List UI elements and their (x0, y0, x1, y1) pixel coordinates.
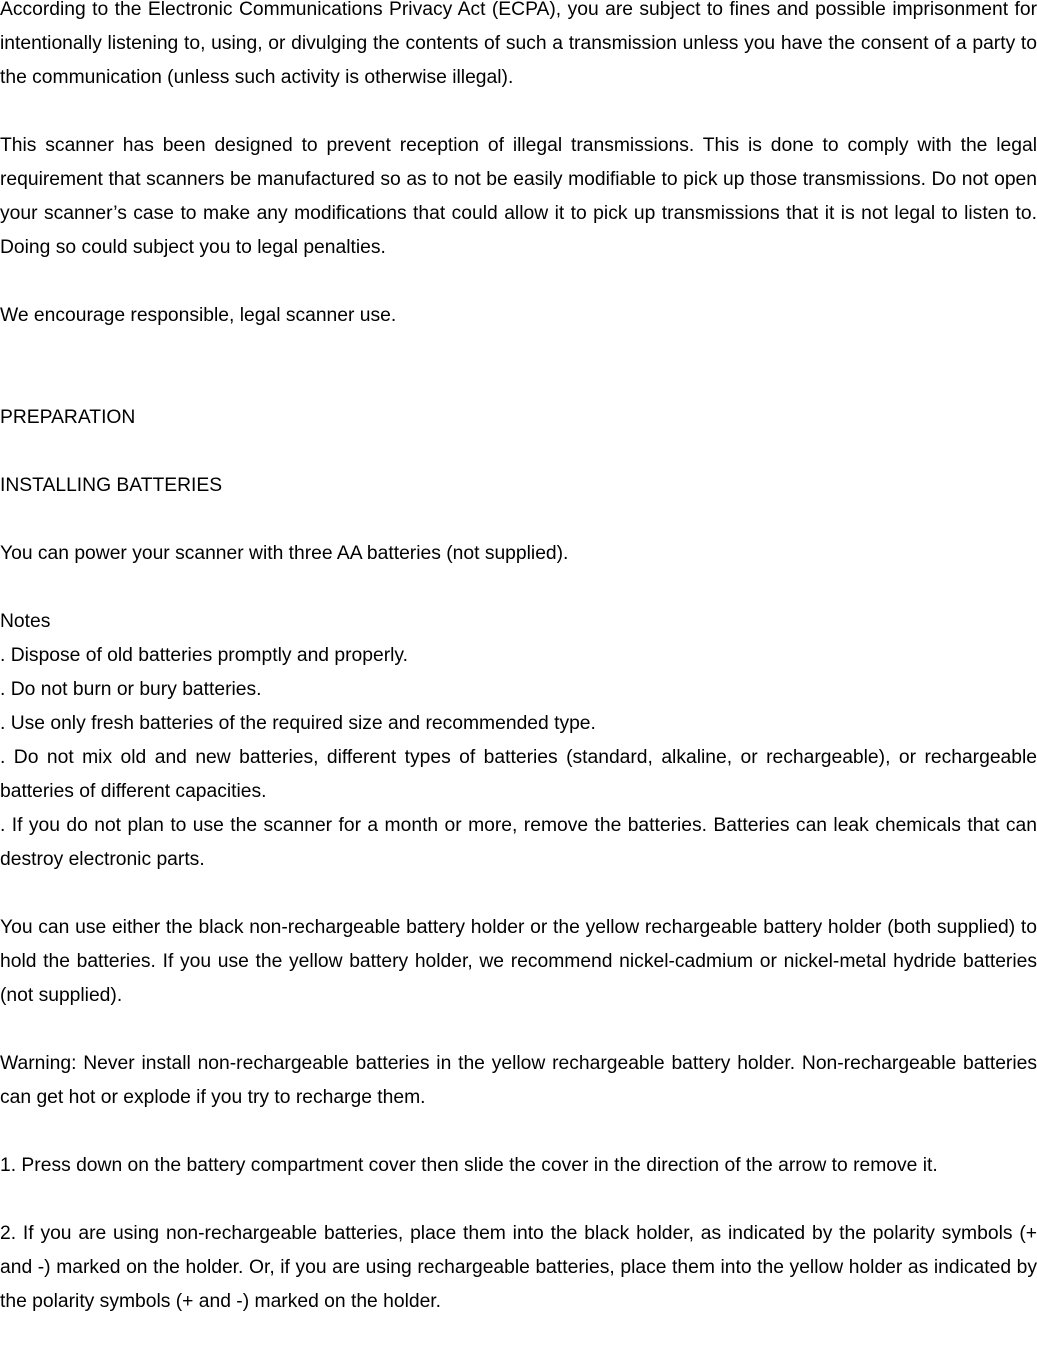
spacer (0, 333, 1037, 401)
spacer (0, 95, 1037, 129)
spacer (0, 1013, 1037, 1047)
note-item: . Dispose of old batteries promptly and properly. (0, 645, 408, 666)
spacer (0, 435, 1037, 469)
spacer (0, 503, 1037, 537)
note-item: . Do not mix old and new batteries, different types of batteries (standard, alkaline, or rechargeable), or rechargeable batteries of different capacities. (0, 747, 1037, 802)
spacer (0, 1115, 1037, 1149)
spacer (0, 1183, 1037, 1217)
notes-heading: Notes (0, 611, 51, 632)
step-2: 2. If you are using non-rechargeable batteries, place them into the black holder, as indicated by the polarity symbols (+ and -) marked on the holder. Or, if you are using rechargeable batteries, place them into the yellow holder as indicated by the polarity symbols (+ and -) marked on the holder. (0, 1223, 1037, 1312)
scanner-design-paragraph: This scanner has been designed to prevent reception of illegal transmissions. This is done to comply with the legal requirement that scanners be manufactured so as to not be easily modifiable to pick up those transmissions. Do not open your scanner’s case to make any modifications that could allow it to pick up transmissions that it is not legal to listen to. Doing so could subject you to legal penalties. (0, 135, 1037, 258)
note-item: . Do not burn or bury batteries. (0, 679, 262, 700)
note-item: . Use only fresh batteries of the required size and recommended type. (0, 713, 596, 734)
spacer (0, 877, 1037, 911)
step-1: 1. Press down on the battery compartment cover then slide the cover in the direction of the arrow to remove it. (0, 1155, 938, 1176)
power-line: You can power your scanner with three AA batteries (not supplied). (0, 543, 569, 564)
note-item: . If you do not plan to use the scanner for a month or more, remove the batteries. Batteries can leak chemicals that can destroy electronic parts. (0, 815, 1037, 870)
encourage-line: We encourage responsible, legal scanner use. (0, 305, 397, 326)
section-heading: PREPARATION (0, 407, 136, 428)
spacer (0, 571, 1037, 605)
ecpa-paragraph: According to the Electronic Communications Privacy Act (ECPA), you are subject to fines and possible imprisonment for intentionally listening to, using, or divulging the contents of such a transmission unless you have the consent of a party to the communication (unless such activity is otherwise illegal). (0, 0, 1037, 88)
spacer (0, 265, 1037, 299)
warning-paragraph: Warning: Never install non-rechargeable batteries in the yellow rechargeable battery holder. Non-rechargeable batteries can get hot or explode if you try to recharge them. (0, 1053, 1037, 1108)
subsection-heading: INSTALLING BATTERIES (0, 475, 223, 496)
holder-paragraph: You can use either the black non-rechargeable battery holder or the yellow rechargeable battery holder (both supplied) to hold the batteries. If you use the yellow battery holder, we recommend nickel-cadmium or nickel-metal hydride batteries (not supplied). (0, 917, 1037, 1006)
